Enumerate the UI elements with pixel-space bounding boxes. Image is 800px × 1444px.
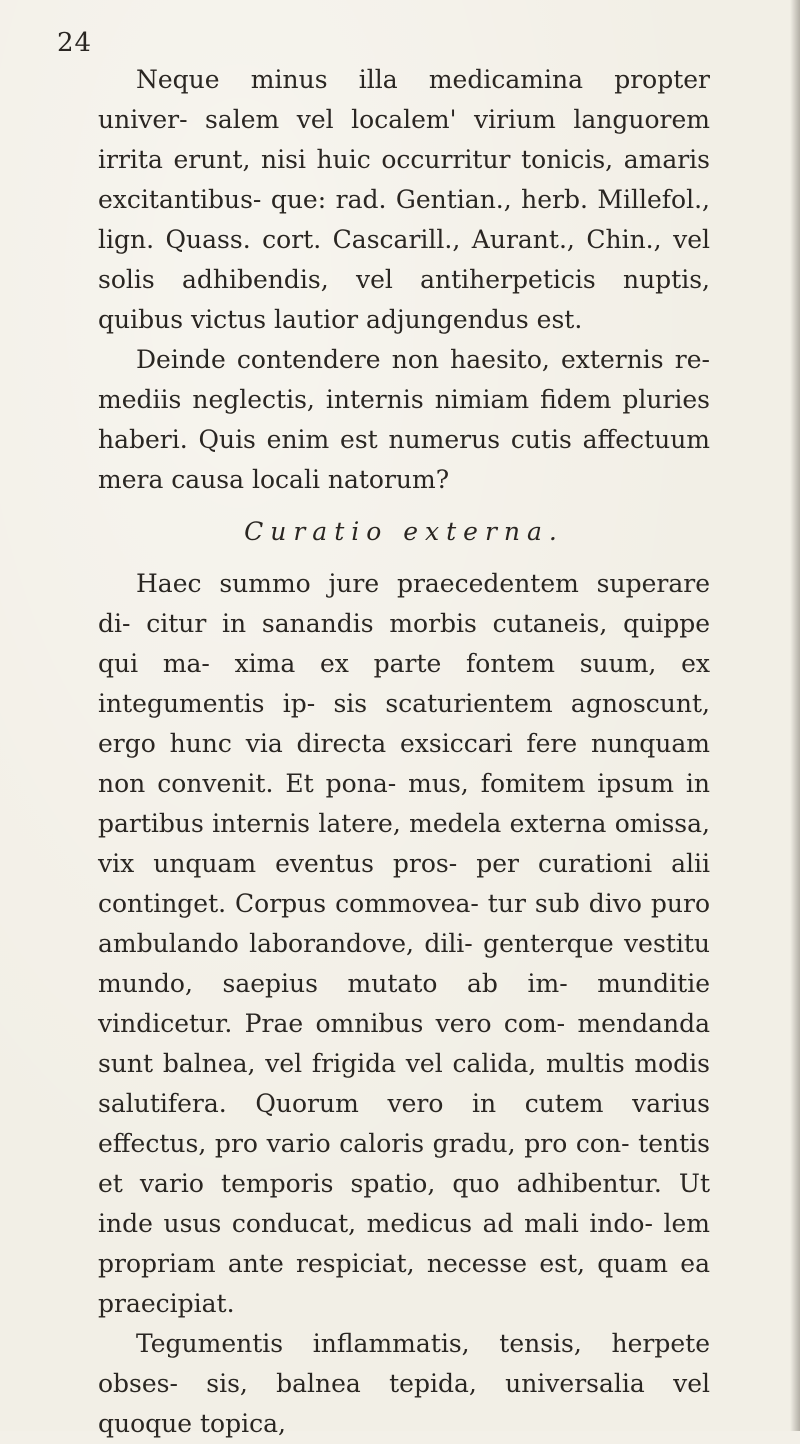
paragraph-deinde: Deinde contendere non haesito, externis re- mediis neglectis, internis nimiam fidem pluries haberi. Quis enim est numerus cutis affectuum mera causa locali natorum? <box>98 345 710 494</box>
paragraph-haec: Haec summo jure praecedentem superare di- citur in sanandis morbis cutaneis, quippe qui ma- xima ex parte fontem suum, ex integumentis ip- sis scaturientem agnoscunt, ergo hunc via directa exsiccari fere nunquam non convenit. Et pona- mus, fomitem ipsum in partibus internis latere, medela externa omissa, vix unquam eventus pros- per curationi alii continget. Corpus commovea- tur sub divo puro ambulando laborandove, dili- genterque vestitu mundo, saepius mutato ab im- munditie vindicetur. Prae omnibus vero com- mendanda sunt balnea, vel frigida vel calida, multis modis salutifera. Quorum vero in cutem varius effectus, pro vario caloris gradu, pro con- tentis et vario temporis spatio, quo adhibentur. Ut inde usus conducat, medicus ad mali indo- lem propriam ante respiciat, necesse est, quam ea praecipiat. <box>98 569 710 1318</box>
text-block <box>98 60 710 1444</box>
page-edge-shadow <box>790 0 800 1431</box>
section-heading: Curatio externa. <box>244 517 564 546</box>
paragraph-medicamina: Neque minus illa medicamina propter univer- salem vel localem' virium languorem irrita erunt, nisi huic occurritur tonicis, amaris excitantibus- que: rad. Gentian., herb. Millefol., lign. Quass. cort. Cascarill., Aurant., Chin., vel solis adhibendis, vel antiherpeticis nuptis, quibus victus lautior adjungendus est. <box>98 65 710 334</box>
paragraph-tegumentis: Tegumentis inflammatis, tensis, herpete obses- sis, balnea tepida, universalia vel quoque topica, <box>98 1329 710 1438</box>
page-number: 24 <box>57 28 93 58</box>
